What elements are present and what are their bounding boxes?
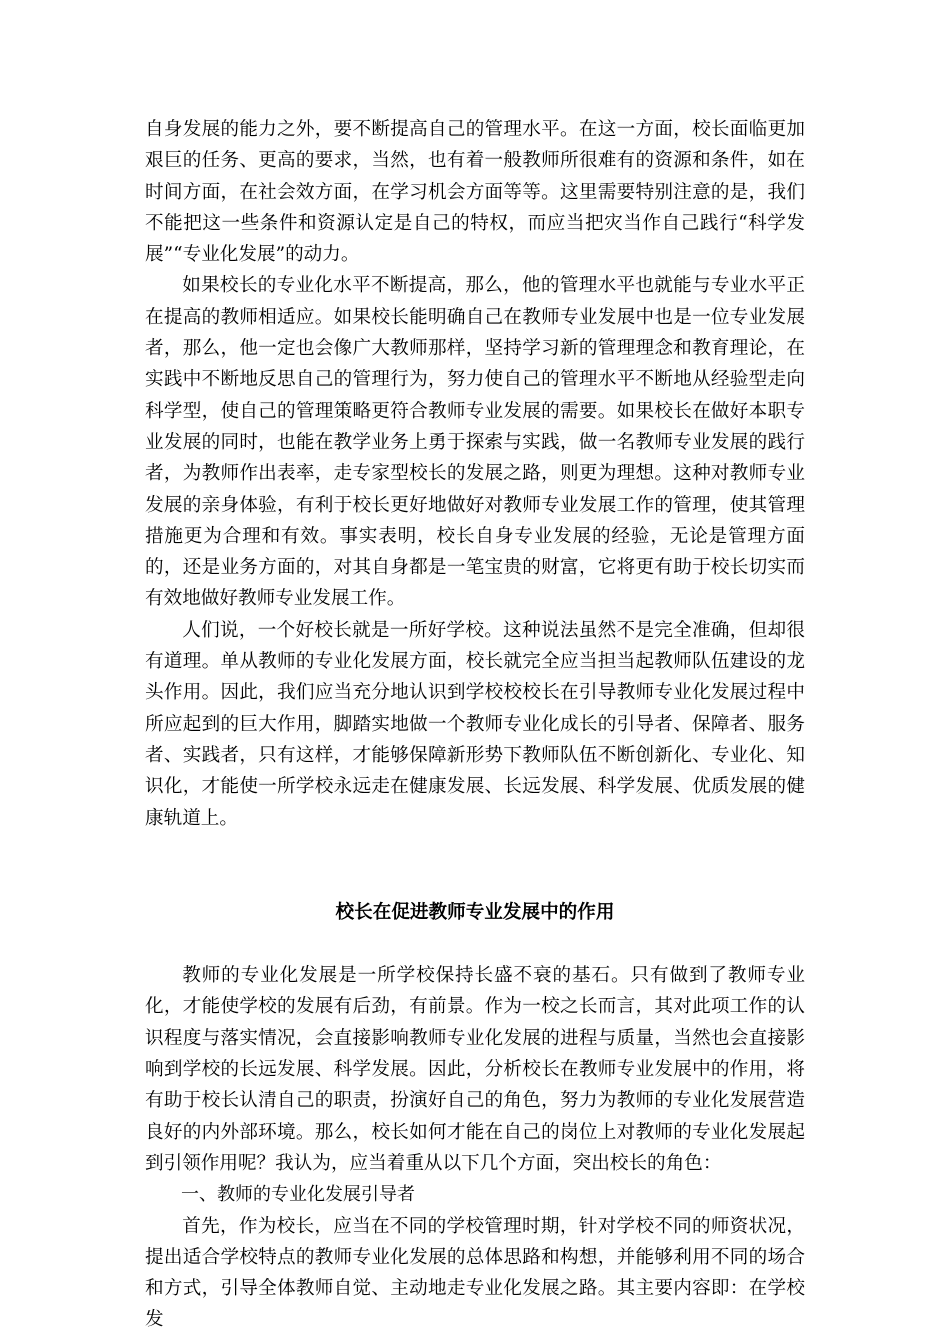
article-title: 校长在促进教师专业发展中的作用	[335, 901, 615, 923]
continuation-paragraph: 人们说，一个好校长就是一所好学校。这种说法虽然不是完全准确，但却很有道理。单从教师的专业化发展方面，校长就完全应当担当起教师队伍建设的龙头作用。因此，我们应当充分地认识到学校校校长在引导教师专业化发展过程中所应起到的巨大作用，脚踏实地做一个教师专业化成长的引导者、保障者、服务者、实践者，只有这样，才能够保障新形势下教师队伍不断创新化、专业化、知识化，才能使一所学校永远走在健康发展、长远发展、科学发展、优质发展的健康轨道上。	[145, 619, 805, 829]
continuation-paragraph: 如果校长的专业化水平不断提高，那么，他的管理水平也就能与专业水平正在提高的教师相适应。如果校长能明确自己在教师专业发展中也是一位专业发展者，那么，他一定也会像广大教师那样，坚持学习新的管理理念和教育理论，在实践中不断地反思自己的管理行为，努力使自己的管理水平不断地从经验型走向科学型，使自己的管理策略更符合教师专业发展的需要。如果校长在做好本职专业发展的同时，也能在教学业务上勇于探索与实践，做一名教师专业发展的践行者，为教师作出表率，走专家型校长的发展之路，则更为理想。这种对教师专业发展的亲身体验，有利于校长更好地做好对教师专业发展工作的管理，使其管理措施更为合理和有效。事实表明，校长自身专业发展的经验，无论是管理方面的，还是业务方面的，对其自身都是一笔宝贵的财富，它将更有助于校长切实而有效地做好教师专业发展工作。	[145, 275, 805, 610]
section-heading: 一、教师的专业化发展引导者	[181, 1184, 415, 1206]
section-spacer	[145, 928, 805, 960]
section-body: 首先，作为校长，应当在不同的学校管理时期，针对学校不同的师资状况，提出适合学校特点的教师专业化发展的总体思路和构想，并能够利用不同的场合和方式，引导全体教师自觉、主动地走专业化发展之路。其主要内容即：在学校发	[145, 1215, 805, 1331]
continuation-paragraph: 自身发展的能力之外，要不断提高自己的管理水平。在这一方面，校长面临更加艰巨的任务、更高的要求，当然，也有着一般教师所很难有的资源和条件，如在时间方面，在社会效方面，在学习机会方面等等。这里需要特别注意的是，我们不能把这一些条件和资源认定是自己的特权，而应当把灾当作自己践行“科学发展”“专业化发展”的动力。	[145, 119, 805, 266]
article-intro: 教师的专业化发展是一所学校保持长盛不衰的基石。只有做到了教师专业化，才能使学校的发展有后劲，有前景。作为一校之长而言，其对此项工作的认识程度与落实情况，会直接影响教师专业化发展的进程与质量，当然也会直接影响到学校的长远发展、科学发展。因此，分析校长在教师专业发展中的作用，将有助于校长认清自己的职责，扮演好自己的角色，努力为教师的专业化发展营造良好的内外部环境。那么，校长如何才能在自己的岗位上对教师的专业化发展起到引领作用呢？我认为，应当着重从以下几个方面，突出校长的角色：	[145, 965, 805, 1174]
document-page	[145, 114, 805, 1336]
section-spacer	[145, 834, 805, 897]
